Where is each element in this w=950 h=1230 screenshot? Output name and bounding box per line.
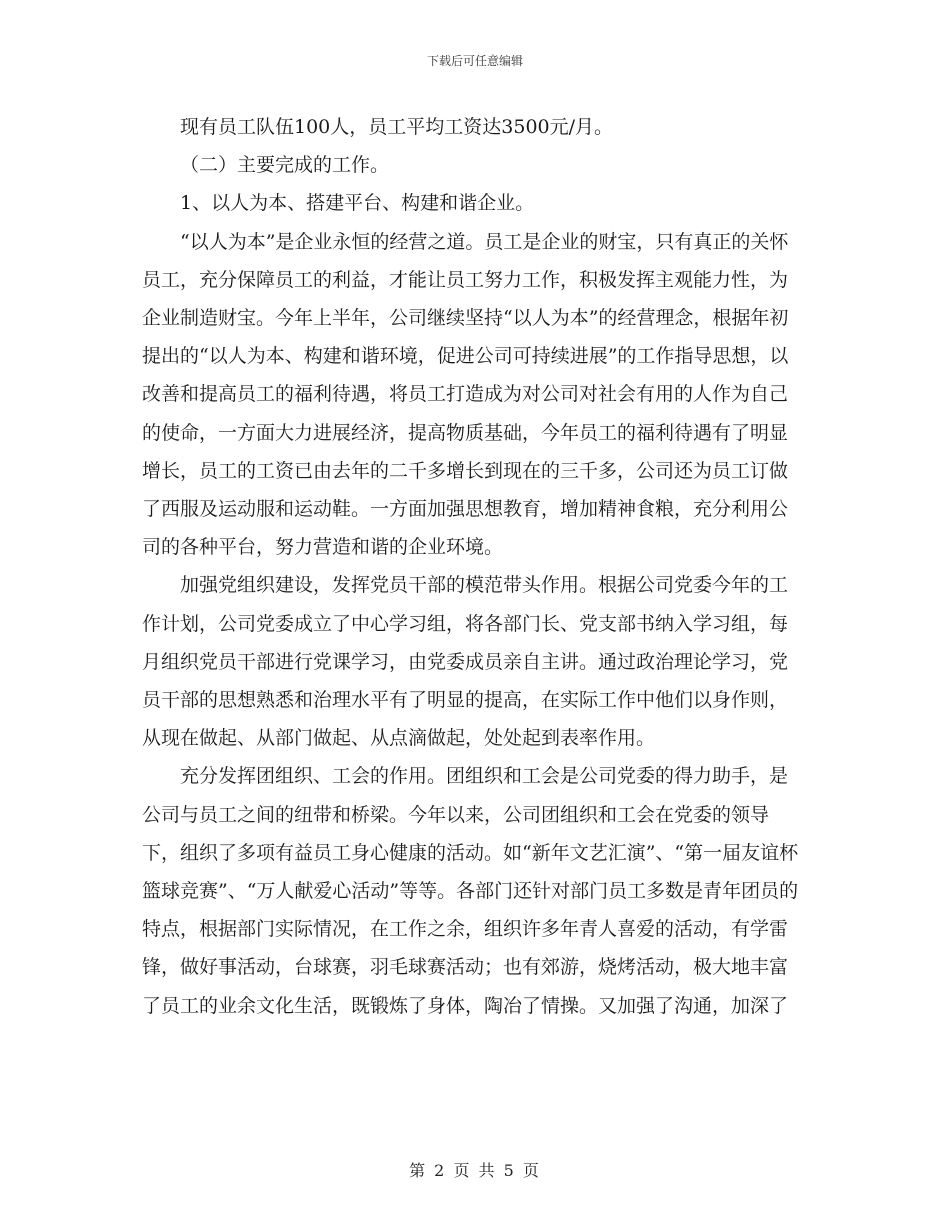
document-body bbox=[142, 108, 804, 1025]
section-heading-main-work: （二）主要完成的工作。 bbox=[180, 154, 390, 177]
page-number-footer: 第 2 页 共 5 页 bbox=[409, 1161, 541, 1180]
paragraph-league-union: 充分发挥团组织、工会的作用。团组织和工会是公司党委的得力助手，是公司与员工之间的纽带和桥梁。今年以来，公司团组织和工会在党委的领导下，组织了多项有益员工身心健康的活动。如“新年文艺汇演”、“第一届友谊杯篮球竞赛”、“万人献爱心活动”等等。各部门还针对部门员工多数是青年团员的特点，根据部门实际情况，在工作之余，组织许多年青人喜爱的活动，有学雷锋，做好事活动，台球赛，羽毛球赛活动；也有郊游，烧烤活动，极大地丰富了员工的业余文化生活，既锻炼了身体，陶冶了情操。又加强了沟通，加深了 bbox=[142, 765, 799, 1017]
header-note: 下载后可任意编辑 bbox=[426, 54, 523, 68]
paragraph-party-building: 加强党组织建设，发挥党员干部的模范带头作用。根据公司党委今年的工作计划，公司党委成立了中心学习组，将各部门长、党支部书纳入学习组，每月组织党员干部进行党课学习，由党委成员亲自主讲。通过政治理论学习，党员干部的思想熟悉和治理水平有了明显的提高，在实际工作中他们以身作则，从现在做起、从部门做起、从点滴做起，处处起到表率作用。 bbox=[142, 574, 789, 750]
paragraph-people-oriented: “以人为本”是企业永恒的经营之道。员工是企业的财宝，只有真正的关怀员工，充分保障员工的利益，才能让员工努力工作，积极发挥主观能力性，为企业制造财宝。今年上半年，公司继续坚持“以人为本”的经营理念，根据年初提出的“以人为本、构建和谐环境，促进公司可持续进展”的工作指导思想，以改善和提高员工的福利待遇，将员工打造成为对公司对社会有用的人作为自己的使命，一方面大力进展经济，提高物质基础，今年员工的福利待遇有了明显增长，员工的工资已由去年的二千多增长到现在的三千多，公司还为员工订做了西服及运动服和运动鞋。一方面加强思想教育，增加精神食粮，充分利用公司的各种平台，努力营造和谐的企业环境。 bbox=[142, 230, 789, 559]
subheading-people-oriented: 1、以人为本、搭建平台、构建和谐企业。 bbox=[180, 192, 535, 215]
paragraph-staff-summary: 现有员工队伍100人，员工平均工资达3500元/月。 bbox=[180, 116, 614, 138]
